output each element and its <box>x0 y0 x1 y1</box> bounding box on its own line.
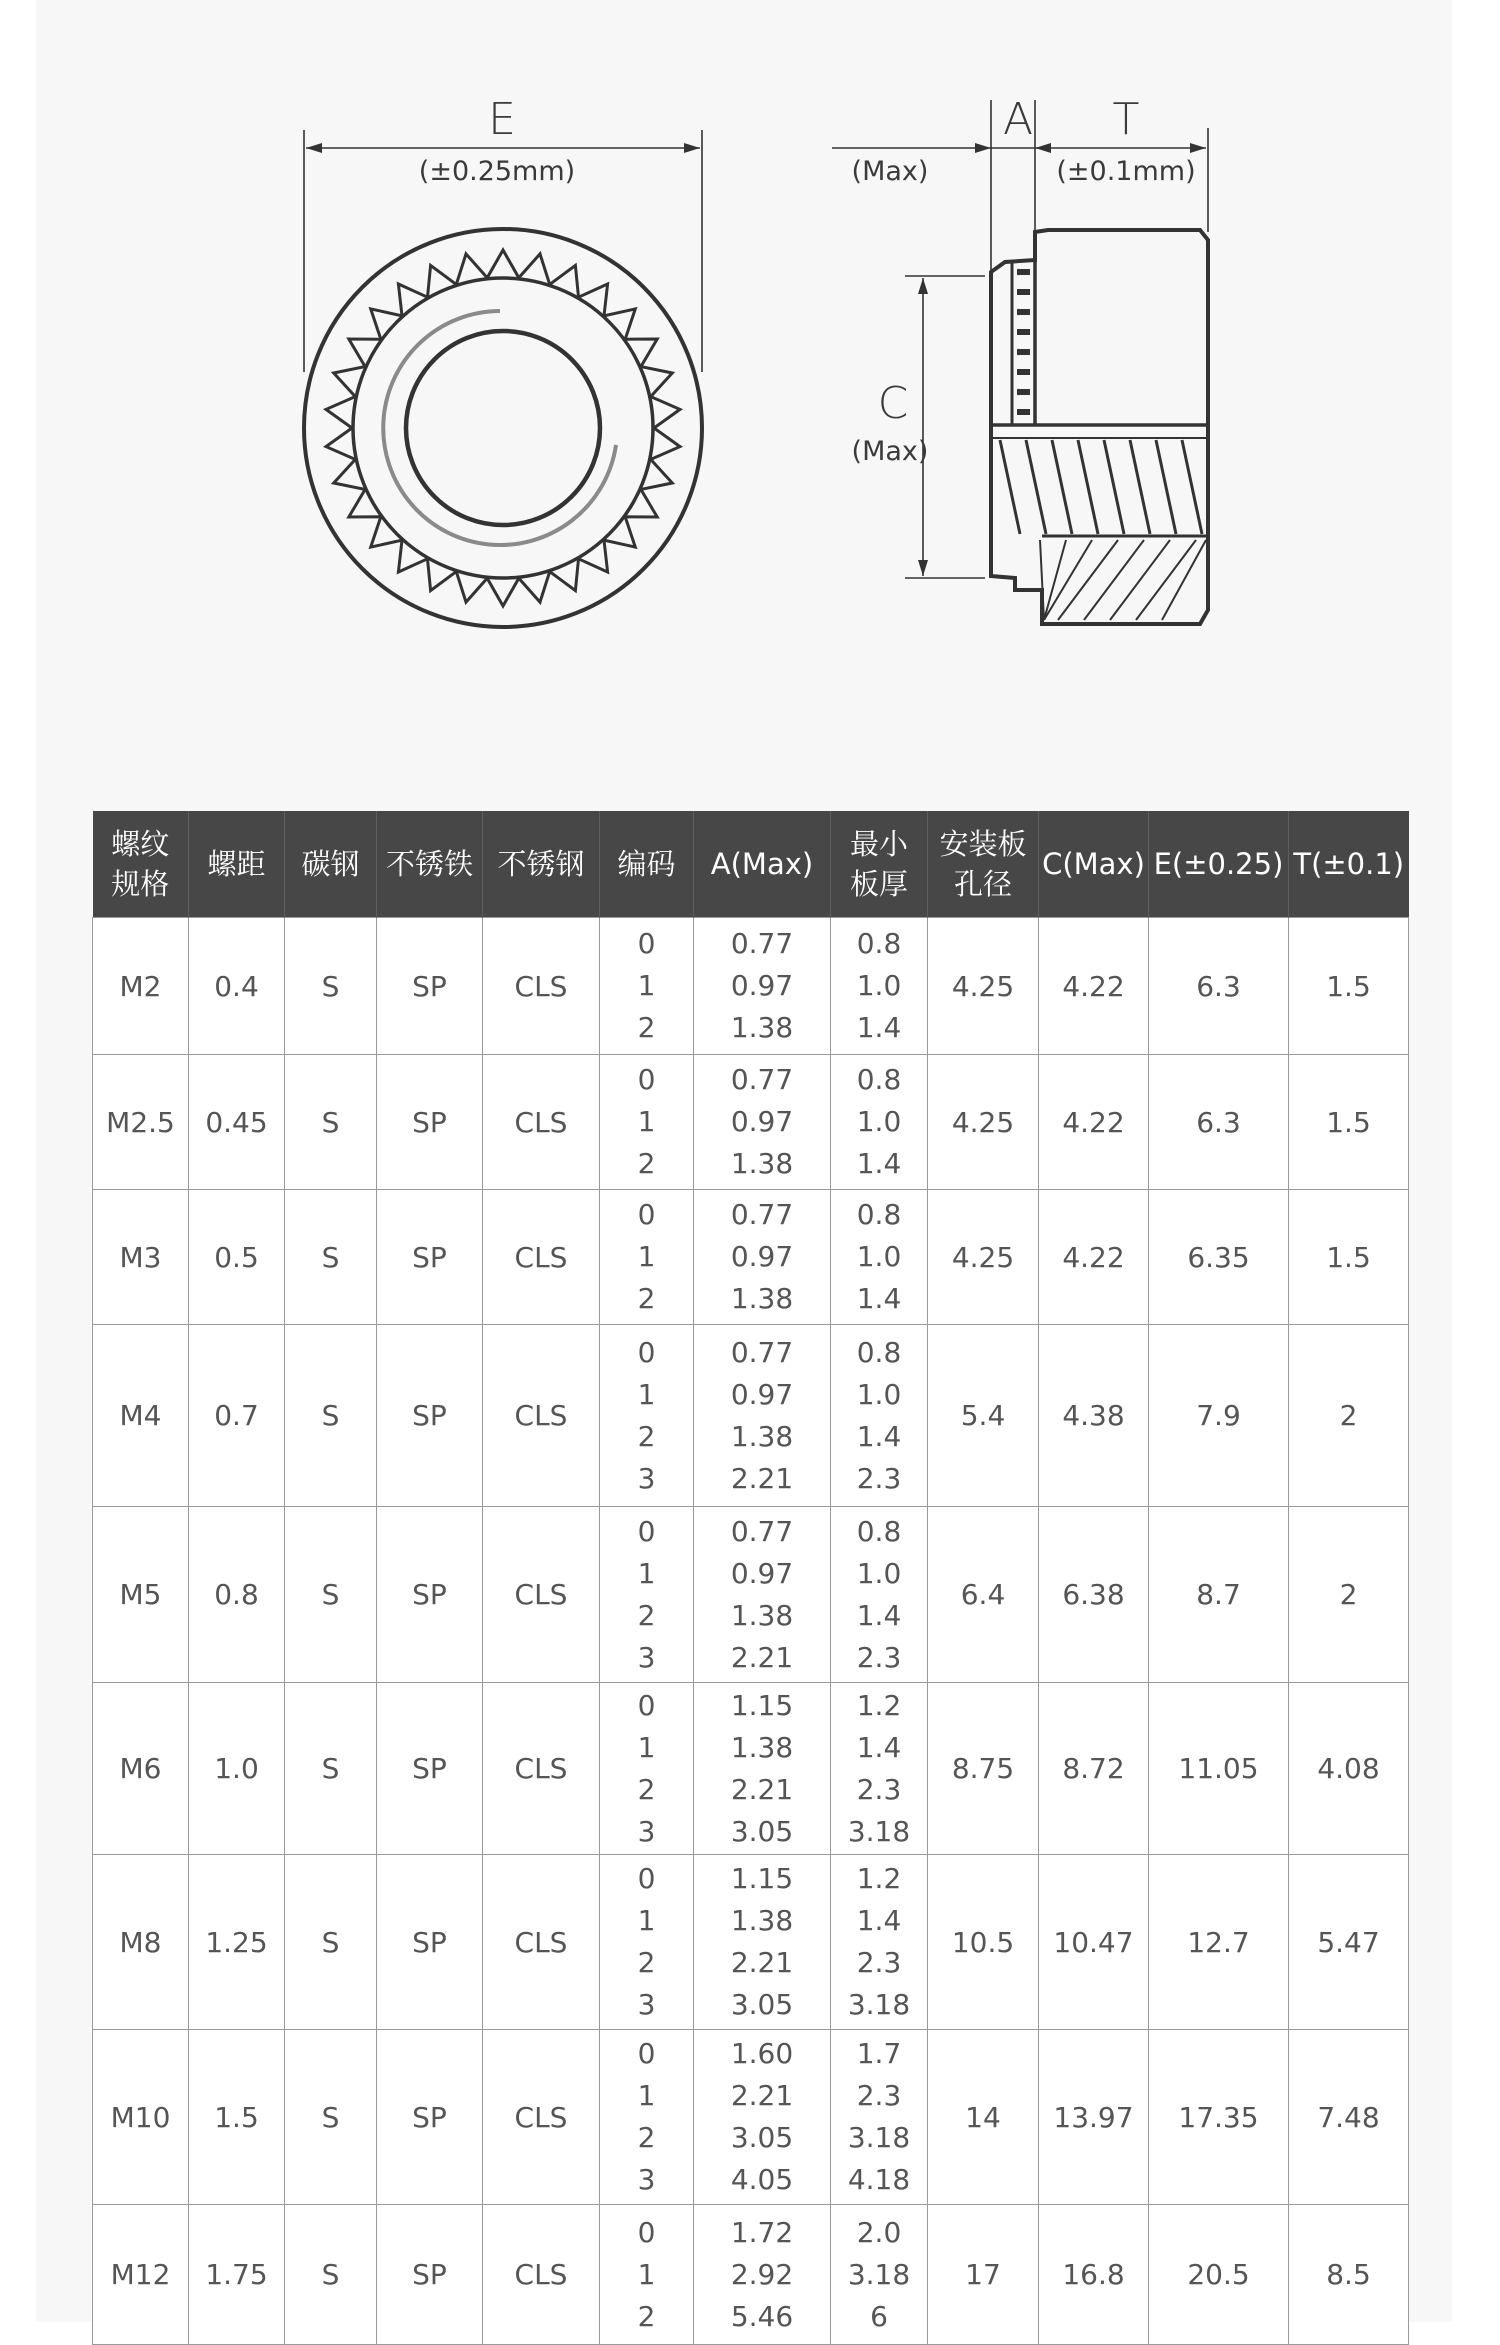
stack-value: 0.77 <box>730 927 794 960</box>
stack-value: 1.0 <box>856 969 902 1002</box>
cell-a-max <box>694 1683 831 1855</box>
cell-stainless-steel: CLS <box>483 1683 600 1855</box>
cell-pitch: 1.0 <box>189 1683 285 1855</box>
header-min-sheet: 最小 板厚 <box>831 811 928 918</box>
cell-carbon-steel: S <box>285 1507 377 1683</box>
cell-stainless-steel: CLS <box>483 918 600 1055</box>
stack-value: 6 <box>870 2299 888 2333</box>
cell-e: 6.3 <box>1149 918 1289 1055</box>
header-thread-spec: 螺纹 规格 <box>93 811 189 918</box>
table-row <box>93 918 1409 1055</box>
cell-pitch: 1.75 <box>189 2205 285 2345</box>
stack-value: 1.38 <box>730 1011 794 1044</box>
stack-value: 4.05 <box>730 2163 794 2196</box>
stack-value: 2 <box>637 1946 656 1979</box>
stack-value: 0 <box>637 1335 656 1369</box>
stack-value: 2 <box>637 1147 656 1180</box>
cell-t: 7.48 <box>1289 2030 1409 2205</box>
cell-min-sheet <box>831 1507 928 1683</box>
cell-min-sheet <box>831 2030 928 2205</box>
stack-value: 2.21 <box>730 1946 794 1979</box>
cell-t: 4.08 <box>1289 1683 1409 1855</box>
cell-c-max: 4.38 <box>1039 1325 1149 1507</box>
table-row <box>93 1507 1409 1683</box>
t-tolerance: (±0.1mm) <box>1056 156 1196 187</box>
stack-value: 0.77 <box>730 1063 794 1096</box>
cell-a-max <box>694 2030 831 2205</box>
stack-value: 1.4 <box>856 1147 902 1180</box>
cell-min-sheet <box>831 1190 928 1325</box>
knurl-teeth <box>326 250 680 606</box>
header-t: T(±0.1) <box>1289 811 1409 918</box>
stack-value: 2.21 <box>730 1461 794 1495</box>
stack-value: 2 <box>637 1598 656 1632</box>
cell-e: 8.7 <box>1149 1507 1289 1683</box>
cell-stainless-steel: CLS <box>483 1325 600 1507</box>
table-row <box>93 1683 1409 1855</box>
cell-carbon-steel: S <box>285 1190 377 1325</box>
stack-value: 1.4 <box>856 1598 902 1632</box>
cell-min-sheet <box>831 1325 928 1507</box>
cell-pitch: 0.7 <box>189 1325 285 1507</box>
stack-value: 0.77 <box>730 1514 794 1548</box>
stack-value: 1 <box>637 969 656 1002</box>
cell-stainless-iron: SP <box>377 2205 483 2345</box>
stack-value: 0 <box>637 1198 656 1231</box>
table-header-row <box>93 811 1409 918</box>
nut-outer-circle <box>304 229 702 627</box>
a-label: A <box>1002 94 1034 145</box>
cell-stainless-iron: SP <box>377 1683 483 1855</box>
stack-value: 1.38 <box>730 1282 794 1315</box>
cell-e: 12.7 <box>1149 1855 1289 2030</box>
cell-pitch: 1.5 <box>189 2030 285 2205</box>
cell-c-max: 10.47 <box>1039 1855 1149 2030</box>
stack-value: 1.38 <box>730 1419 794 1453</box>
cell-a-max <box>694 2205 831 2345</box>
cell-stainless-steel: CLS <box>483 2205 600 2345</box>
cell-stainless-steel: CLS <box>483 2030 600 2205</box>
stack-value: 3.18 <box>847 1988 911 2021</box>
table-row <box>93 1325 1409 1507</box>
stack-value: 2.3 <box>856 1461 902 1495</box>
stack-value: 2.3 <box>856 2079 902 2112</box>
stack-value: 2.0 <box>856 2215 902 2249</box>
stack-value: 1.38 <box>730 1147 794 1180</box>
stack-value: 2.21 <box>730 1772 794 1806</box>
cell-thread: M10 <box>93 2030 189 2205</box>
stack-value: 1.15 <box>730 1862 794 1895</box>
cell-carbon-steel: S <box>285 1325 377 1507</box>
cell-a-max <box>694 1855 831 2030</box>
stack-value: 0.77 <box>730 1198 794 1231</box>
cell-c-max: 4.22 <box>1039 918 1149 1055</box>
cell-mount-hole: 10.5 <box>928 1855 1039 2030</box>
technical-drawing <box>0 0 1500 800</box>
stack-value: 0.97 <box>730 1240 794 1273</box>
header-a-max: A(Max) <box>694 811 831 918</box>
stack-value: 0 <box>637 2037 656 2070</box>
e-tolerance: (±0.25mm) <box>418 156 576 187</box>
stack-value: 4.18 <box>847 2163 911 2196</box>
cell-e: 17.35 <box>1149 2030 1289 2205</box>
stack-value: 1 <box>637 2079 656 2112</box>
cell-carbon-steel: S <box>285 1855 377 2030</box>
cell-mount-hole: 5.4 <box>928 1325 1039 1507</box>
cell-carbon-steel: S <box>285 2030 377 2205</box>
cell-mount-hole: 17 <box>928 2205 1039 2345</box>
stack-value: 0 <box>637 927 656 960</box>
stack-value: 3.05 <box>730 1814 794 1848</box>
stack-value: 0 <box>637 1688 656 1722</box>
stack-value: 1.38 <box>730 1598 794 1632</box>
e-label: E <box>488 94 516 145</box>
cell-thread: M6 <box>93 1683 189 1855</box>
stack-value: 3.05 <box>730 1988 794 2021</box>
cell-c-max: 8.72 <box>1039 1683 1149 1855</box>
cell-a-max <box>694 1325 831 1507</box>
cell-a-max <box>694 1507 831 1683</box>
stack-value: 0 <box>637 1514 656 1548</box>
cell-codes <box>600 1190 694 1325</box>
stack-value: 0.8 <box>856 1335 902 1369</box>
cell-mount-hole: 4.25 <box>928 918 1039 1055</box>
header-stainless-iron: 不锈铁 <box>377 811 483 918</box>
cell-stainless-iron: SP <box>377 918 483 1055</box>
header-e: E(±0.25) <box>1149 811 1289 918</box>
cell-codes <box>600 2030 694 2205</box>
stack-value: 1.4 <box>856 1730 902 1764</box>
cell-min-sheet <box>831 1683 928 1855</box>
stack-value: 2 <box>637 1011 656 1044</box>
stack-value: 2.3 <box>856 1772 902 1806</box>
stack-value: 3 <box>637 1988 656 2021</box>
cell-min-sheet <box>831 1855 928 2030</box>
cell-mount-hole: 4.25 <box>928 1055 1039 1190</box>
cell-carbon-steel: S <box>285 1055 377 1190</box>
stack-value: 1.7 <box>856 2037 902 2070</box>
cell-min-sheet <box>831 2205 928 2345</box>
cell-e: 7.9 <box>1149 1325 1289 1507</box>
cell-c-max: 16.8 <box>1039 2205 1149 2345</box>
cell-codes <box>600 918 694 1055</box>
stack-value: 0.97 <box>730 1377 794 1411</box>
cell-e: 6.3 <box>1149 1055 1289 1190</box>
header-carbon-steel: 碳钢 <box>285 811 377 918</box>
stack-value: 1.0 <box>856 1240 902 1273</box>
stack-value: 3.18 <box>847 2121 911 2154</box>
stack-value: 3 <box>637 1640 656 1674</box>
stack-value: 2.21 <box>730 2079 794 2112</box>
stack-value: 3 <box>637 1461 656 1495</box>
cell-t: 2 <box>1289 1325 1409 1507</box>
cell-e: 20.5 <box>1149 2205 1289 2345</box>
stack-value: 3 <box>637 2163 656 2196</box>
cell-codes <box>600 1055 694 1190</box>
stack-value: 3.18 <box>847 1814 911 1848</box>
cell-thread: M5 <box>93 1507 189 1683</box>
stack-value: 0 <box>637 1862 656 1895</box>
cell-stainless-iron: SP <box>377 1055 483 1190</box>
cell-thread: M4 <box>93 1325 189 1507</box>
cell-t: 1.5 <box>1289 1055 1409 1190</box>
cell-pitch: 0.8 <box>189 1507 285 1683</box>
header-mount-hole: 安装板 孔径 <box>928 811 1039 918</box>
cell-codes <box>600 1507 694 1683</box>
cell-thread: M8 <box>93 1855 189 2030</box>
cell-thread: M2 <box>93 918 189 1055</box>
table-row <box>93 1855 1409 2030</box>
stack-value: 1 <box>637 1556 656 1590</box>
cell-t: 1.5 <box>1289 1190 1409 1325</box>
stack-value: 1 <box>637 1377 656 1411</box>
stack-value: 0.97 <box>730 969 794 1002</box>
stack-value: 3.18 <box>847 2257 911 2291</box>
cell-stainless-iron: SP <box>377 1190 483 1325</box>
stack-value: 1 <box>637 1240 656 1273</box>
stack-value: 2 <box>637 1282 656 1315</box>
cell-t: 5.47 <box>1289 1855 1409 2030</box>
cell-codes <box>600 1325 694 1507</box>
stack-value: 1.0 <box>856 1556 902 1590</box>
a-max-note: (Max) <box>851 156 929 187</box>
cell-a-max <box>694 1190 831 1325</box>
cell-c-max: 4.22 <box>1039 1055 1149 1190</box>
cell-stainless-steel: CLS <box>483 1507 600 1683</box>
stack-value: 1 <box>637 1904 656 1937</box>
stack-value: 1.38 <box>730 1904 794 1937</box>
stack-value: 2.21 <box>730 1640 794 1674</box>
cell-mount-hole: 4.25 <box>928 1190 1039 1325</box>
stack-value: 2 <box>637 1419 656 1453</box>
cell-stainless-steel: CLS <box>483 1855 600 2030</box>
header-pitch: 螺距 <box>189 811 285 918</box>
bore-circle <box>406 331 600 525</box>
cell-thread: M2.5 <box>93 1055 189 1190</box>
stack-value: 2 <box>637 2299 656 2333</box>
cell-c-max: 4.22 <box>1039 1190 1149 1325</box>
front-view <box>304 130 702 627</box>
stack-value: 2.92 <box>730 2257 794 2291</box>
thread-arc <box>383 311 616 545</box>
stack-value: 0.8 <box>856 927 902 960</box>
table-row <box>93 1055 1409 1190</box>
thread-teeth <box>1000 440 1202 534</box>
stack-value: 0.97 <box>730 1556 794 1590</box>
stack-value: 3.05 <box>730 2121 794 2154</box>
table-row <box>93 1190 1409 1325</box>
cell-pitch: 1.25 <box>189 1855 285 2030</box>
stack-value: 2.3 <box>856 1946 902 1979</box>
stack-value: 0.77 <box>730 1335 794 1369</box>
cell-pitch: 0.5 <box>189 1190 285 1325</box>
cell-carbon-steel: S <box>285 918 377 1055</box>
stack-value: 1.38 <box>730 1730 794 1764</box>
stack-value: 1 <box>637 1730 656 1764</box>
cell-stainless-steel: CLS <box>483 1055 600 1190</box>
cell-pitch: 0.4 <box>189 918 285 1055</box>
header-c-max: C(Max) <box>1039 811 1149 918</box>
table-body <box>93 918 1409 2345</box>
cell-mount-hole: 14 <box>928 2030 1039 2205</box>
cell-carbon-steel: S <box>285 2205 377 2345</box>
stack-value: 1 <box>637 1105 656 1138</box>
cell-mount-hole: 8.75 <box>928 1683 1039 1855</box>
stack-value: 1.2 <box>856 1862 902 1895</box>
cell-thread: M3 <box>93 1190 189 1325</box>
stack-value: 2 <box>637 1772 656 1806</box>
cell-carbon-steel: S <box>285 1683 377 1855</box>
stack-value: 0.8 <box>856 1514 902 1548</box>
stack-value: 1.4 <box>856 1419 902 1453</box>
stack-value: 0.8 <box>856 1063 902 1096</box>
stack-value: 1.72 <box>730 2215 794 2249</box>
cell-t: 1.5 <box>1289 918 1409 1055</box>
t-label: T <box>1112 94 1140 145</box>
stack-value: 1.15 <box>730 1688 794 1722</box>
cell-mount-hole: 6.4 <box>928 1507 1039 1683</box>
table-row <box>93 2205 1409 2345</box>
stack-value: 2 <box>637 2121 656 2154</box>
stack-value: 0.97 <box>730 1105 794 1138</box>
cell-stainless-steel: CLS <box>483 1190 600 1325</box>
cell-min-sheet <box>831 918 928 1055</box>
stack-value: 0 <box>637 2215 656 2249</box>
stack-value: 0.8 <box>856 1198 902 1231</box>
cell-c-max: 6.38 <box>1039 1507 1149 1683</box>
cell-e: 6.35 <box>1149 1190 1289 1325</box>
stack-value: 5.46 <box>730 2299 794 2333</box>
table-row <box>93 2030 1409 2205</box>
stack-value: 1.60 <box>730 2037 794 2070</box>
cell-codes <box>600 1855 694 2030</box>
stack-value: 3 <box>637 1814 656 1848</box>
header-stainless-steel: 不锈钢 <box>483 811 600 918</box>
cell-stainless-iron: SP <box>377 2030 483 2205</box>
cell-stainless-iron: SP <box>377 1325 483 1507</box>
stack-value: 1.4 <box>856 1282 902 1315</box>
cell-thread: M12 <box>93 2205 189 2345</box>
cell-t: 2 <box>1289 1507 1409 1683</box>
cell-e: 11.05 <box>1149 1683 1289 1855</box>
section-hatch <box>1040 540 1206 620</box>
c-label: C <box>877 378 909 429</box>
stack-value: 0 <box>637 1063 656 1096</box>
stack-value: 1.4 <box>856 1904 902 1937</box>
c-max-note: (Max) <box>851 436 929 467</box>
cell-t: 8.5 <box>1289 2205 1409 2345</box>
cell-codes <box>600 2205 694 2345</box>
cell-pitch: 0.45 <box>189 1055 285 1190</box>
cell-c-max: 13.97 <box>1039 2030 1149 2205</box>
cell-codes <box>600 1683 694 1855</box>
cell-stainless-iron: SP <box>377 1855 483 2030</box>
cell-min-sheet <box>831 1055 928 1190</box>
stack-value: 1.0 <box>856 1105 902 1138</box>
stack-value: 1 <box>637 2257 656 2291</box>
spec-table <box>92 811 1409 2345</box>
cell-a-max <box>694 918 831 1055</box>
stack-value: 1.2 <box>856 1688 902 1722</box>
stack-value: 1.0 <box>856 1377 902 1411</box>
cell-a-max <box>694 1055 831 1190</box>
stack-value: 1.4 <box>856 1011 902 1044</box>
stack-value: 2.3 <box>856 1640 902 1674</box>
header-code: 编码 <box>600 811 694 918</box>
cell-stainless-iron: SP <box>377 1507 483 1683</box>
